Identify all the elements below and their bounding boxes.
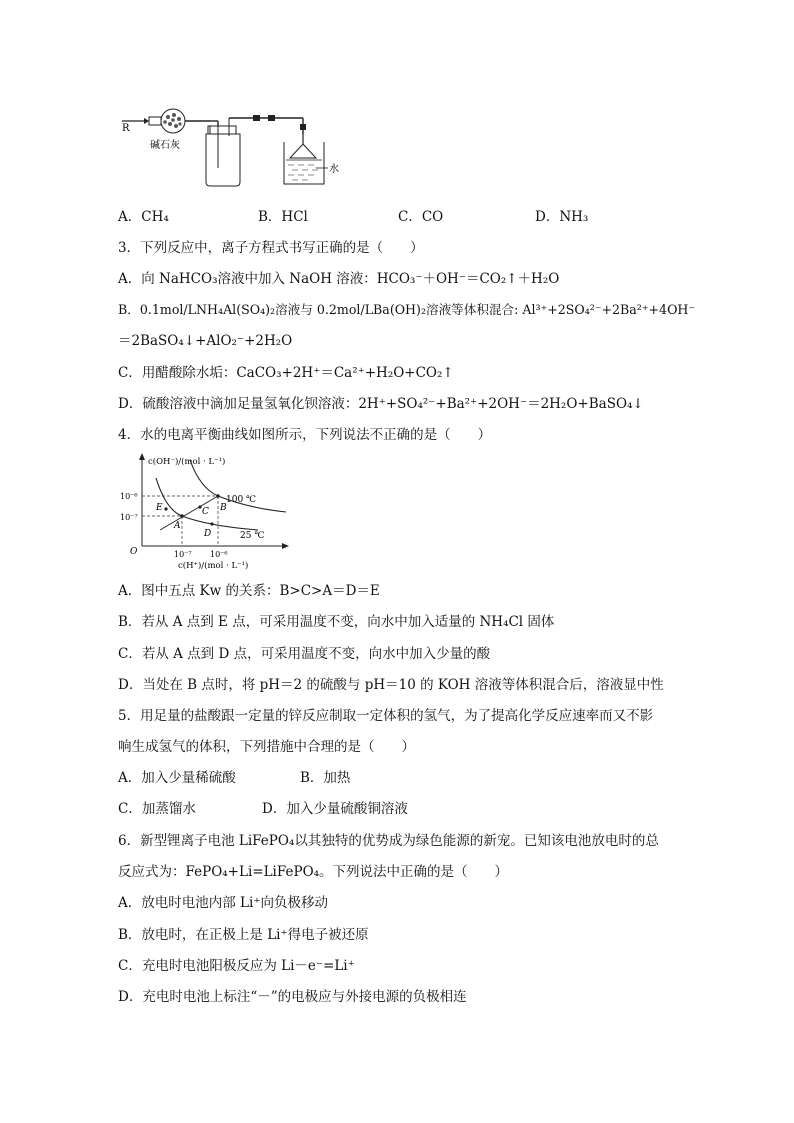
point-e: E [156, 503, 163, 513]
curve-label-100c: 100 ℃ [226, 495, 257, 505]
q2-option-d[interactable]: D．NH₃ [535, 209, 589, 225]
q4-stem: 4．水的电离平衡曲线如图所示，下列说法不正确的是（ ） [118, 427, 492, 443]
q3-option-b-line2[interactable]: ＝2BaSO₄↓+AlO₂⁻+2H₂O [118, 333, 293, 349]
q5-stem-line1: 5．用足量的盐酸跟一定量的锌反应制取一定体积的氢气，为了提高化学反应速率而又不影 [118, 708, 654, 724]
point-b: B [220, 503, 227, 513]
x-tick-1e-7: 10⁻⁷ [174, 550, 192, 559]
q3-option-d[interactable]: D．硫酸溶液中滴加足量氢氧化钡溶液：2H⁺+SO₄²⁻+Ba²⁺+2OH⁻＝2H₂O+BaSO₄↓ [118, 396, 644, 412]
q3-option-c[interactable]: C．用醋酸除水垢：CaCO₃+2H⁺＝Ca²⁺+H₂O+CO₂↑ [118, 365, 454, 381]
origin-label: O [130, 547, 138, 557]
q2-option-b[interactable]: B．HCl [258, 209, 308, 225]
y-tick-1e-7: 10⁻⁷ [120, 513, 138, 522]
y-tick-1e-6: 10⁻⁶ [120, 492, 138, 501]
x-tick-1e-6: 10⁻⁶ [210, 550, 228, 559]
label-r: R [122, 123, 130, 134]
point-a: A [174, 521, 181, 531]
q6-option-d[interactable]: D．充电时电池上标注“－”的电极应与外接电源的负极相连 [118, 989, 467, 1005]
q2-option-a[interactable]: A．CH₄ [118, 209, 169, 225]
y-axis-label: c(OH⁻)/(mol · L⁻¹) [148, 457, 226, 467]
q5-stem-line2: 响生成氢气的体积，下列措施中合理的是（ ） [118, 739, 415, 755]
q6-option-b[interactable]: B．放电时，在正极上是 Li⁺得电子被还原 [118, 927, 369, 943]
gas-collection-apparatus [118, 98, 358, 188]
q4-option-b[interactable]: B．若从 A 点到 E 点，可采用温度不变，向水中加入适量的 NH₄Cl 固体 [118, 614, 555, 630]
x-axis-label: c(H⁺)/(mol · L⁻¹) [178, 561, 249, 571]
q6-option-c[interactable]: C．充电时电池阳极反应为 Li－e⁻=Li⁺ [118, 958, 355, 974]
water-ionization-graph [118, 450, 298, 572]
q2-option-c[interactable]: C．CO [398, 209, 444, 225]
q5-option-d[interactable]: D．加入少量硫酸铜溶液 [262, 801, 408, 817]
q3-option-a[interactable]: A．向 NaHCO₃溶液中加入 NaOH 溶液：HCO₃⁻＋OH⁻＝CO₂↑＋H₂O [118, 271, 560, 287]
q5-option-a[interactable]: A．加入少量稀硫酸 [118, 770, 236, 786]
q4-option-c[interactable]: C．若从 A 点到 D 点，可采用温度不变，向水中加入少量的酸 [118, 646, 491, 662]
q6-stem-line1: 6．新型锂离子电池 LiFePO₄以其独特的优势成为绿色能源的新宠。已知该电池放电时的总 [118, 833, 659, 849]
q5-option-b[interactable]: B．加热 [300, 770, 351, 786]
q5-option-c[interactable]: C．加蒸馏水 [118, 801, 196, 817]
point-c: C [202, 507, 209, 517]
curve-label-25c: 25 ℃ [240, 531, 265, 541]
q4-option-d[interactable]: D．当处在 B 点时，将 pH＝2 的硫酸与 pH＝10 的 KOH 溶液等体积混合后，溶液显中性 [118, 677, 664, 693]
point-d: D [204, 529, 212, 539]
q3-option-b-line1[interactable]: B．0.1mol/LNH₄Al(SO₄)₂溶液与 0.2mol/LBa(OH)₂溶液等体积混合: Al³⁺+2SO₄²⁻+2Ba²⁺+4OH⁻ [118, 302, 696, 317]
q3-stem: 3．下列反应中，离子方程式书写正确的是（ ） [118, 240, 424, 256]
q4-option-a[interactable]: A．图中五点 Kw 的关系：B>C>A＝D＝E [118, 583, 380, 599]
q6-option-a[interactable]: A．放电时电池内部 Li⁺向负极移动 [118, 895, 328, 911]
q6-stem-line2: 反应式为：FePO₄+Li=LiFePO₄。下列说法中正确的是（ ） [118, 864, 509, 880]
label-water: 水 [329, 164, 339, 175]
label-lime: 碱石灰 [150, 140, 180, 151]
